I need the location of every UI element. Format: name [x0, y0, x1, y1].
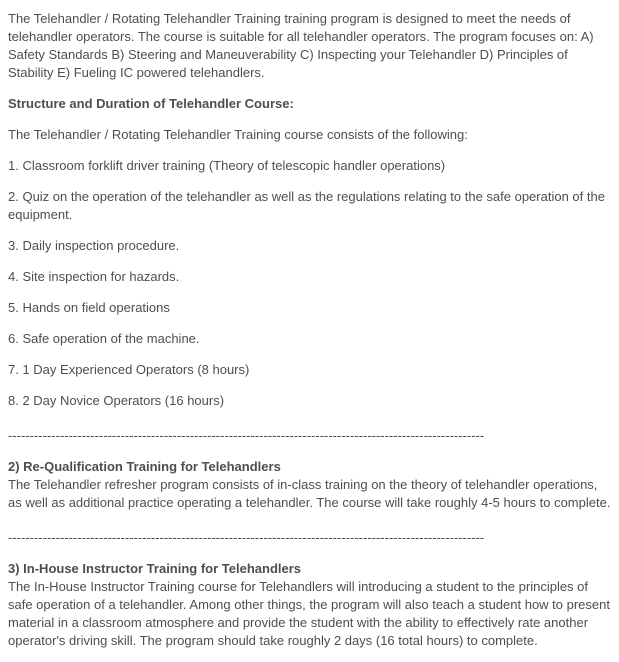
course-item-6: 6. Safe operation of the machine. — [8, 331, 200, 346]
course-item-8: 8. 2 Day Novice Operators (16 hours) — [8, 393, 225, 408]
requalification-section — [8, 458, 611, 512]
inhouse-heading: 3) In-House Instructor Training for Telehandlers — [8, 561, 302, 576]
intro-paragraph: The Telehandler / Rotating Telehandler Training training program is designed to meet the needs of telehandler operators. The course is suitable for all telehandler operators. The program focuses on: A) Safety Standards B) Steering and Maneuverability C) Inspecting your Telehandler D) Principles of Stability E) Fueling IC powered telehandlers. — [8, 11, 594, 80]
course-item-5: 5. Hands on field operations — [8, 300, 170, 315]
course-item-7: 7. 1 Day Experienced Operators (8 hours) — [8, 362, 250, 377]
structure-lead-paragraph: The Telehandler / Rotating Telehandler Training course consists of the following: — [8, 127, 468, 142]
dashed-divider: -------------------------------------------------------------------------------------------------------------- — [8, 530, 485, 545]
inhouse-body: The In-House Instructor Training course for Telehandlers will introducing a student to the principles of safe operation of a telehandler. Among other things, the program will also teach a student how to present material in a classroom atmosphere and provide the student with the ability to effectively rate another operator's driving skill. The program should take roughly 2 days (16 total hours) to complete. — [8, 579, 610, 648]
course-item-4: 4. Site inspection for hazards. — [8, 269, 180, 284]
requalification-body: The Telehandler refresher program consists of in-class training on the theory of telehandler operations, as well as additional practice operating a telehandler. The course will take roughly 4-5 hours to complete. — [8, 477, 611, 510]
course-item-2: 2. Quiz on the operation of the telehandler as well as the regulations relating to the safe operation of the equipment. — [8, 189, 605, 222]
course-item-3: 3. Daily inspection procedure. — [8, 238, 180, 253]
inhouse-section — [8, 560, 611, 650]
course-item-1: 1. Classroom forklift driver training (Theory of telescopic handler operations) — [8, 158, 446, 173]
requalification-heading: 2) Re-Qualification Training for Telehandlers — [8, 459, 281, 474]
dashed-divider: -------------------------------------------------------------------------------------------------------------- — [8, 428, 485, 443]
structure-section-heading: Structure and Duration of Telehandler Course: — [8, 96, 294, 111]
